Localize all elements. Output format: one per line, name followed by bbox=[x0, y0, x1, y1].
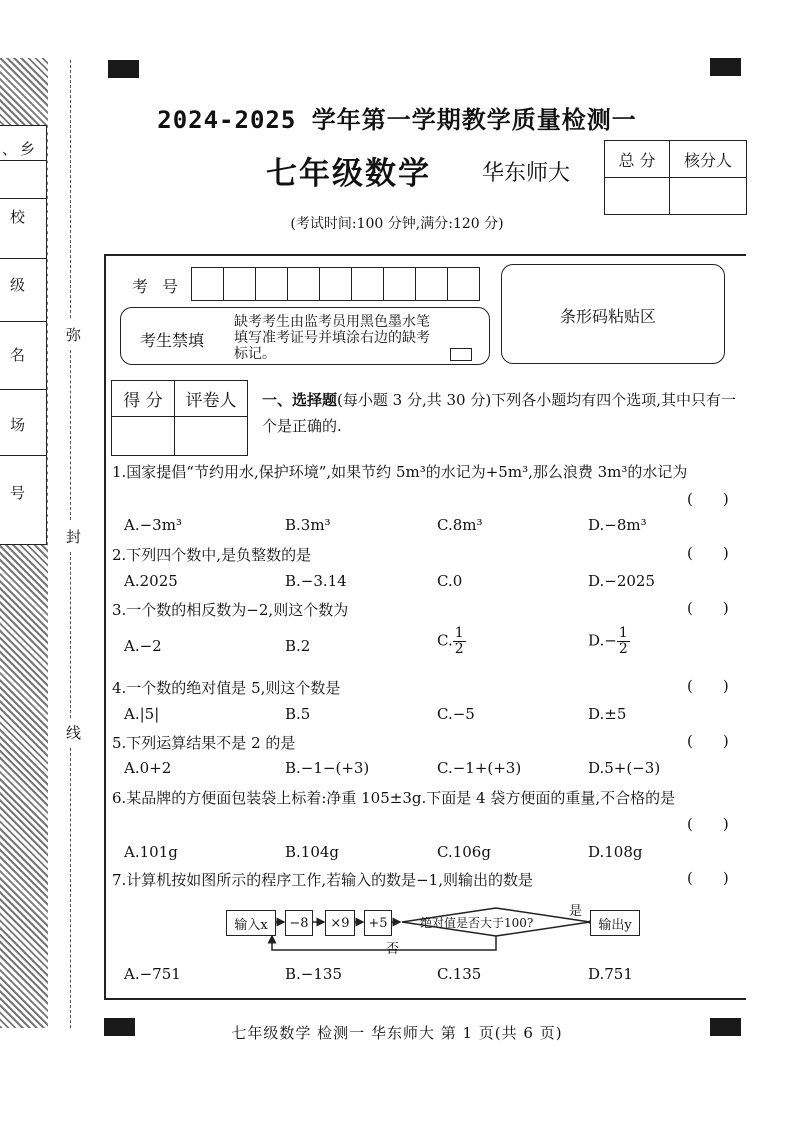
option-a: A.0+2 bbox=[124, 759, 172, 777]
option-a: A.−2 bbox=[124, 637, 162, 655]
kaohao-cell[interactable] bbox=[415, 267, 449, 301]
question-stem: 4.一个数的绝对值是 5,则这个数是 bbox=[112, 679, 341, 697]
registration-mark bbox=[108, 60, 139, 78]
option-a: A.−3m³ bbox=[124, 516, 182, 534]
option-d: D.5+(−3) bbox=[588, 759, 661, 777]
forbid-fill-text: 缺考考生由监考员用黑色墨水笔填写准考证号并填涂右边的缺考标记。 bbox=[234, 314, 430, 362]
flow-input-box: 输入x bbox=[226, 910, 276, 936]
flow-step-times9: ×9 bbox=[325, 910, 355, 936]
seal-line-segment bbox=[70, 552, 71, 718]
fraction-numerator: 1 bbox=[454, 625, 464, 641]
kaohao-cell[interactable] bbox=[319, 267, 353, 301]
section-instructions: (每小题 3 分,共 30 分)下列各小题均有四个选项,其中只有一个是正确的. bbox=[262, 391, 736, 435]
option-d: D.−2025 bbox=[588, 572, 656, 590]
fraction bbox=[453, 626, 466, 657]
option-b: B.−135 bbox=[285, 965, 342, 983]
side-label-class: 级 bbox=[10, 276, 26, 294]
flow-step-plus5: +5 bbox=[364, 910, 392, 936]
absence-mark-box[interactable] bbox=[450, 348, 472, 361]
fraction-denominator: 2 bbox=[454, 641, 464, 657]
seal-line-segment bbox=[70, 748, 71, 1028]
flow-step-minus8: −8 bbox=[285, 910, 313, 936]
total-score-cell[interactable] bbox=[605, 178, 670, 215]
answer-paren[interactable]: () bbox=[687, 599, 759, 617]
question-stem: 5.下列运算结果不是 2 的是 bbox=[112, 734, 296, 752]
kaohao-label: 考号 bbox=[132, 277, 193, 296]
flow-decision: 绝对值是否大于100? bbox=[420, 916, 534, 930]
option-c: C.0 bbox=[437, 572, 463, 590]
answer-paren[interactable]: () bbox=[687, 677, 759, 695]
option-b: B.2 bbox=[285, 637, 311, 655]
total-score-label: 总 分 bbox=[605, 141, 670, 178]
option-c-prefix: C. bbox=[437, 631, 453, 650]
seal-char-feng: 封 bbox=[66, 528, 82, 546]
option-b: B.−1−(+3) bbox=[285, 759, 370, 777]
section-grader-table bbox=[111, 380, 248, 456]
section-heading bbox=[262, 387, 742, 439]
question-stem: 2.下列四个数中,是负整数的是 bbox=[112, 546, 312, 564]
page-footer: 七年级数学 检测一 华东师大 第 1 页(共 6 页) bbox=[231, 1024, 563, 1042]
exam-subject: 七年级数学 bbox=[266, 156, 431, 192]
answer-paren[interactable]: () bbox=[687, 544, 759, 562]
exam-info: (考试时间:100 分钟,满分:120 分) bbox=[290, 216, 504, 232]
side-label-name: 名 bbox=[10, 346, 26, 364]
fraction-numerator: 1 bbox=[618, 625, 628, 641]
exam-title: 2024-2025 学年第一学期教学质量检测一 bbox=[157, 106, 637, 134]
student-info-strip bbox=[0, 125, 47, 545]
side-label-township: 乡 bbox=[20, 140, 36, 158]
question-stem: 1.国家提倡“节约用水,保护环境”,如果节约 5m³的水记为+5m³,那么浪费 3m³的水记为 bbox=[112, 463, 688, 481]
kaohao-cell[interactable] bbox=[223, 267, 257, 301]
kaohao-cell[interactable] bbox=[287, 267, 321, 301]
seal-char-xian: 线 bbox=[66, 724, 82, 742]
side-top-mark: 、 bbox=[2, 140, 18, 158]
option-a: A.−751 bbox=[124, 965, 181, 983]
exam-edition: 华东师大 bbox=[482, 161, 571, 186]
kaohao-cell[interactable] bbox=[191, 267, 225, 301]
option-c: C.135 bbox=[437, 965, 482, 983]
kaohao-cell[interactable] bbox=[383, 267, 417, 301]
kaohao-cell[interactable] bbox=[351, 267, 385, 301]
option-c: C.−5 bbox=[437, 705, 475, 723]
section-score-label: 得 分 bbox=[112, 381, 175, 417]
barcode-label: 条形码粘贴区 bbox=[560, 307, 657, 326]
flow-yes-label: 是 bbox=[569, 904, 583, 919]
option-c: C.106g bbox=[437, 843, 491, 861]
flow-output-box: 输出y bbox=[590, 910, 640, 936]
option-c bbox=[437, 626, 466, 657]
seal-line-segment bbox=[70, 350, 71, 520]
question-stem: 7.计算机按如图所示的程序工作,若输入的数是−1,则输出的数是 bbox=[112, 871, 533, 889]
option-b: B.5 bbox=[285, 705, 311, 723]
option-d: D.108g bbox=[588, 843, 643, 861]
section-grader-cell[interactable] bbox=[175, 417, 248, 456]
question-stem: 3.一个数的相反数为−2,则这个数为 bbox=[112, 601, 349, 619]
side-label-school: 校 bbox=[10, 208, 26, 226]
registration-mark bbox=[710, 58, 741, 76]
option-a: A.2025 bbox=[124, 572, 178, 590]
option-b: B.−3.14 bbox=[285, 572, 347, 590]
answer-paren[interactable]: () bbox=[687, 869, 759, 887]
option-d bbox=[588, 626, 630, 657]
option-b: B.3m³ bbox=[285, 516, 331, 534]
option-c: C.−1+(+3) bbox=[437, 759, 522, 777]
kaohao-grid[interactable] bbox=[192, 267, 480, 301]
option-a: A.101g bbox=[124, 843, 178, 861]
option-d: D.±5 bbox=[588, 705, 627, 723]
answer-paren[interactable]: () bbox=[687, 490, 759, 508]
seal-char-mi: 弥 bbox=[66, 326, 82, 344]
option-b: B.104g bbox=[285, 843, 340, 861]
option-c: C.8m³ bbox=[437, 516, 483, 534]
fraction bbox=[617, 626, 630, 657]
option-d-prefix: D.− bbox=[588, 631, 617, 650]
option-a: A.|5| bbox=[124, 705, 160, 723]
section-score-cell[interactable] bbox=[112, 417, 175, 456]
option-d: D.751 bbox=[588, 965, 633, 983]
score-checker-cell[interactable] bbox=[670, 178, 747, 215]
seal-line-segment bbox=[70, 60, 71, 318]
option-d: D.−8m³ bbox=[588, 516, 647, 534]
answer-paren[interactable]: () bbox=[687, 815, 759, 833]
total-score-table bbox=[604, 140, 747, 215]
kaohao-cell[interactable] bbox=[447, 267, 481, 301]
flow-no-label: 否 bbox=[386, 942, 400, 957]
section-grader-label: 评卷人 bbox=[175, 381, 248, 417]
forbid-fill-label: 考生禁填 bbox=[140, 331, 205, 350]
answer-paren[interactable]: () bbox=[687, 732, 759, 750]
kaohao-cell[interactable] bbox=[255, 267, 289, 301]
side-label-room: 场 bbox=[10, 416, 26, 434]
score-checker-label: 核分人 bbox=[670, 141, 747, 178]
section-title: 一、选择题 bbox=[262, 391, 338, 409]
question-stem: 6.某品牌的方便面包装袋上标着:净重 105±3g.下面是 4 袋方便面的重量,不合格的是 bbox=[112, 789, 676, 807]
side-label-number: 号 bbox=[10, 484, 26, 502]
fraction-denominator: 2 bbox=[618, 641, 628, 657]
